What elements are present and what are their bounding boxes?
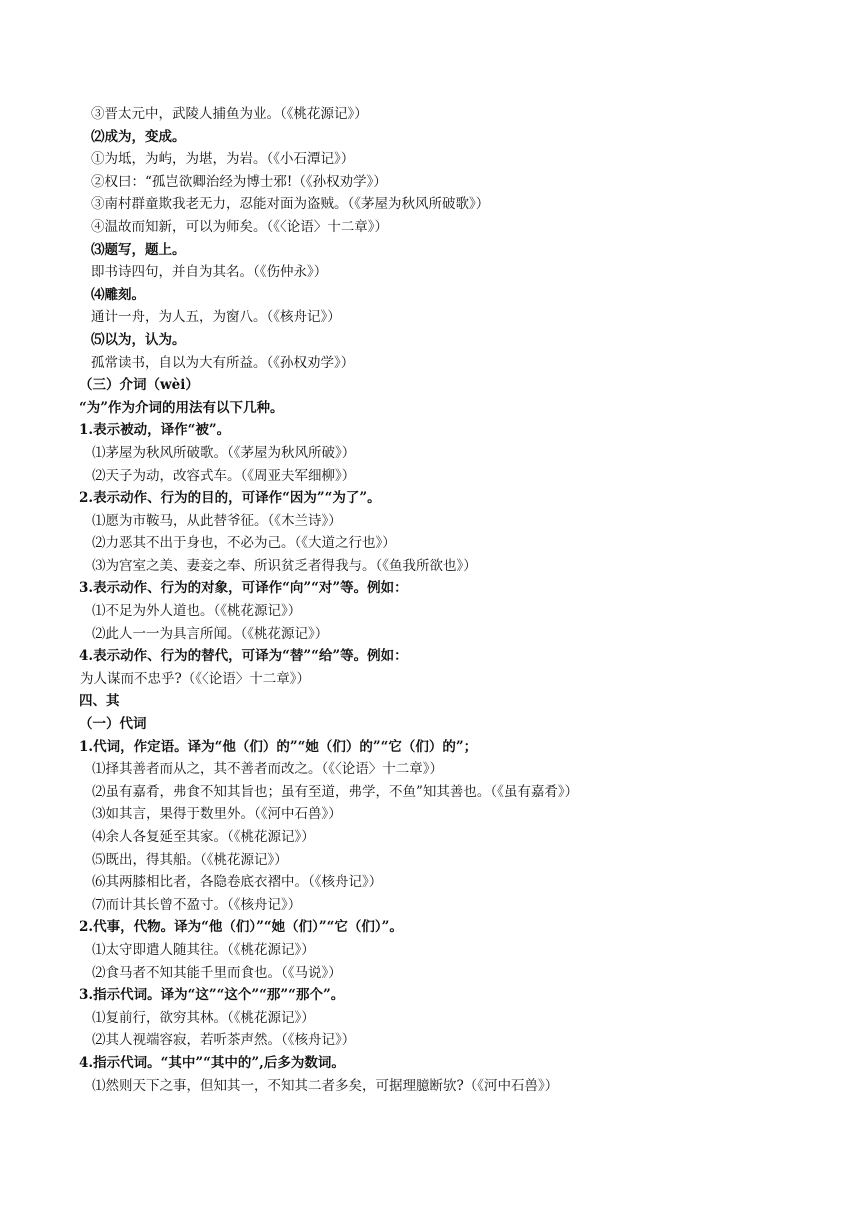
text-line: ⑵此人一一为具言所闻。（《桃花源记》）: [92, 625, 329, 642]
text-line: ⑴不足为外人道也。（《桃花源记》）: [92, 603, 302, 620]
text-line: ⑶如其言，果得于数里外。（《河中石兽》）: [92, 806, 342, 823]
text-line: ⑹其两膝相比者，各隐卷底衣褶中。（《核舟记》）: [92, 874, 383, 891]
text-line: ③南村群童欺我老无力，忍能对面为盗贼。（《茅屋为秋风所破歌》）: [91, 196, 490, 213]
text-line: ⑴择其善者而从之，其不善者而改之。（《〈论语〉十二章》）: [92, 761, 443, 778]
section-heading: 3.指示代词。译为“这”“这个”“那”“那个”。: [79, 987, 345, 1004]
text-line: ⑵食马者不知其能千里而食也。（《马说》）: [92, 964, 342, 981]
text-line: ⑷余人各复延至其家。（《桃花源记》）: [92, 829, 315, 845]
text-line: ⑶为宫室之美、妻妾之奉、所识贫乏者得我与。（《鱼我所欲也》）: [92, 557, 477, 574]
section-heading: 2.表示动作、行为的目的，可译作“因为”“为了”。: [79, 490, 381, 507]
text-line: 孤常读书，自以为大有所益。（《孙权劝学》）: [91, 354, 355, 371]
section-heading: 2.代事，代物。译为“他（们）”“她（们）”“它（们）”。: [79, 919, 403, 936]
section-heading: ⑵成为，变成。: [91, 128, 186, 145]
text-line: ⑵虽有嘉肴，弗食不知其旨也；虽有至道，弗学，不鱼”知其善也。（《虽有嘉肴》）: [92, 783, 579, 800]
section-heading: ⑸以为，认为。: [91, 331, 186, 348]
section-heading: 1.表示被动，译作“被”。: [79, 422, 231, 439]
section-heading: “为”作为介词的用法有以下几种。: [79, 399, 284, 416]
section-heading: 3.表示动作、行为的对象，可译作“向”“对”等。例如：: [79, 580, 408, 597]
text-line: ⑴复前行，欲穷其林。（《桃花源记》）: [92, 1009, 315, 1026]
section-heading: 四、其: [79, 693, 120, 710]
text-line: ⑵天子为动，改容式车。（《周亚夫军细柳》）: [92, 467, 356, 484]
text-line: ①为坻，为屿，为堪，为岩。（《小石潭记》）: [91, 151, 355, 168]
document-body: [0, 103, 860, 1097]
text-line: ⑴茅屋为秋风所破歌。（《茅屋为秋风所破》）: [92, 444, 356, 461]
section-heading: 1.代词，作定语。译为“他（们）的”“她（们）的”“它（们）的”；: [79, 738, 478, 755]
text-line: ⑸既出，得其船。（《桃花源记》）: [92, 851, 288, 868]
text-line: ⑴太守即遣人随其往。（《桃花源记》）: [92, 941, 315, 958]
text-line: 通计一舟，为人五，为窗八。（《核舟记》）: [91, 309, 341, 326]
text-line: ⑺而计其长曾不盈寸。（《核舟记》）: [92, 896, 302, 913]
section-heading: （三）介词（wèi）: [79, 377, 199, 394]
text-line: 为人谋而不忠乎?（《〈论语〉十二章》）: [80, 670, 310, 687]
text-line: ⑵力恶其不出于身也，不必为己。（《大道之行也》）: [92, 535, 396, 552]
section-heading: ⑷雕刻。: [91, 286, 145, 303]
text-line: ③晋太元中，武陵人捕鱼为业。（《桃花源记》）: [91, 106, 368, 122]
text-line: 即书诗四句，并自为其名。（《伤仲永》）: [91, 264, 328, 281]
section-heading: 4.表示动作、行为的替代，可译为“替”“给”等。例如：: [79, 648, 408, 665]
section-heading: （一）代词: [79, 716, 147, 733]
section-heading: 4.指示代词。“其中”“其中的”,后多为数词。: [79, 1054, 345, 1071]
text-line: ⑴愿为市鞍马，从此替爷征。（《木兰诗》）: [92, 512, 342, 529]
text-line: ②权曰：“孤岂欲卿治经为博士邪!（《孙权劝学》）: [91, 173, 387, 190]
text-line: ⑵其人视端容寂，若听茶声然。（《核舟记》）: [92, 1032, 356, 1049]
text-line: ④温故而知新，可以为师矣。（《〈论语〉十二章》）: [91, 218, 388, 235]
text-line: ⑴然则天下之事，但知其一，不知其二者多矣，可据理臆断欤?（《河中石兽》）: [92, 1077, 559, 1094]
section-heading: ⑶题写，题上。: [91, 241, 186, 258]
